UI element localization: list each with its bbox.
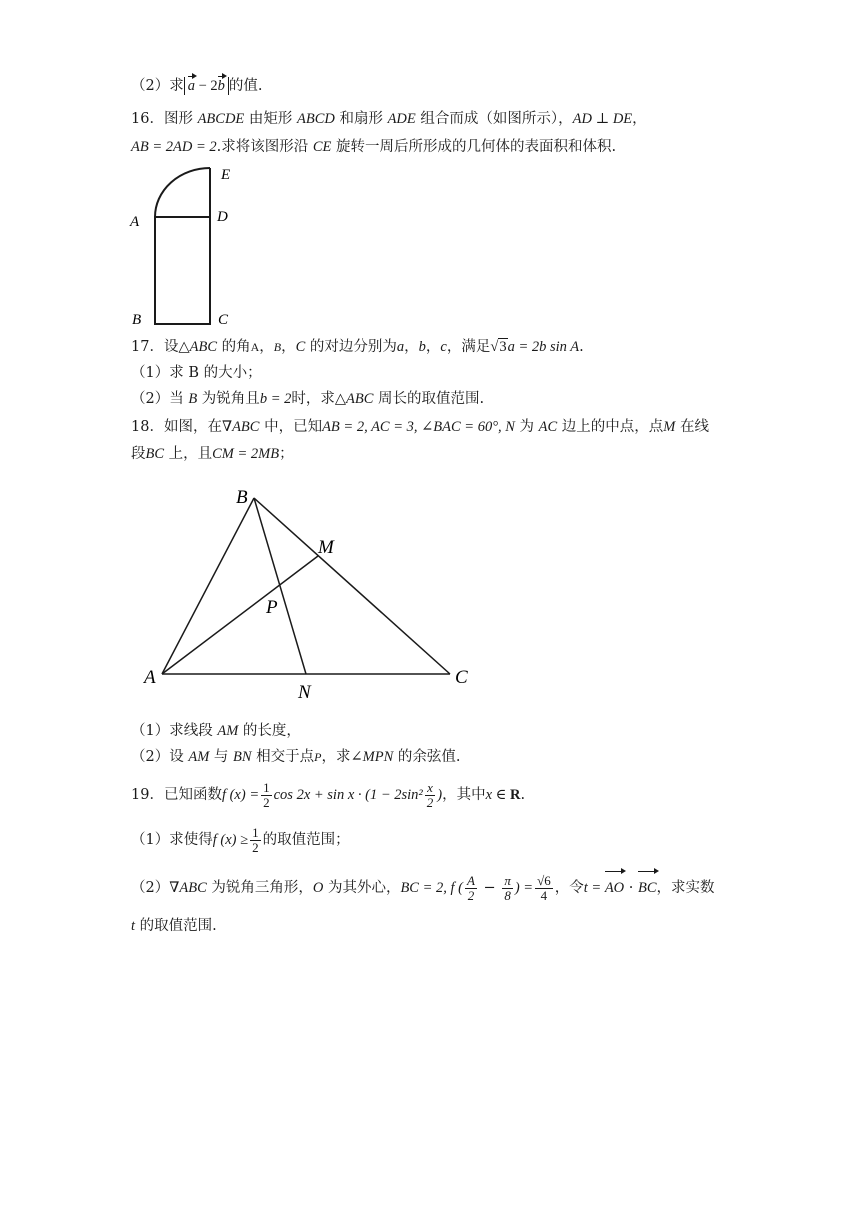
fraction-x-half: $\frac{x}{2}$	[426, 779, 434, 810]
label-d: D	[217, 209, 228, 225]
q19-part2-line2: t 的取值范围.	[131, 918, 217, 934]
label-a: A	[130, 214, 140, 230]
label-b: B	[132, 312, 142, 328]
q18-line1: 18．如图，在∇ABC 中，已知AB = 2, AC = 3, ∠BAC = 60°, N 为 AC 边上的中点，点M 在线	[131, 419, 709, 435]
label-a: A	[144, 667, 156, 688]
q16-figure	[120, 160, 250, 332]
fraction-one-half: $\frac{1}{2}$	[263, 779, 270, 810]
q16-line2: AB = 2AD = 2.求将该图形沿 CE 旋转一周后所形成的几何体的表面积和体积.	[131, 139, 617, 155]
q19-line1: 19．已知函数f (x) = $\frac{1}{2}$ cos 2x + sin x · (1 − 2sin² $\frac{x}{2}$ )，其中x ∈ R.	[131, 779, 526, 810]
q17-part2: （2）当 B 为锐角且b = 2时，求△ABC 周长的取值范围.	[131, 391, 485, 407]
label-c: C	[455, 667, 468, 688]
label-b: B	[236, 487, 248, 508]
q18-line2: 段BC 上，且CM = 2MB；	[131, 446, 294, 462]
q16-line1: 16．图形 ABCDE 由矩形 ABCD 和扇形 ADE 组合而成（如图所示），AD ⊥ DE，	[131, 111, 647, 127]
q15-magnitude: a − 2b	[184, 77, 229, 95]
fraction-sqrt6-quarter: $\frac{√6}{4}$	[537, 872, 551, 903]
segment-am	[162, 556, 318, 674]
q17-line1: 17．设△ABC 的角A，B，C 的对边分别为a，b，c，满足√3a = 2b sin A.	[131, 339, 584, 355]
q19-part2: （2）∇ABC 为锐角三角形，O 为其外心，BC = 2, f ( $\frac{A}{2}$ − $\frac{\pi}{8}$ ) = $\frac{√6}{4}$ ，令t = AO · BC，求实数	[131, 872, 715, 903]
fraction-pi-eighth: $\frac{\pi}{8}$	[504, 872, 511, 903]
q18-part1: （1）求线段 AM 的长度，	[131, 723, 301, 739]
label-m: M	[318, 537, 334, 558]
fraction-part1-half: $\frac{1}{2}$	[252, 824, 259, 855]
label-e: E	[221, 167, 231, 183]
label-c: C	[218, 312, 229, 328]
q18-figure	[135, 480, 485, 705]
label-n: N	[298, 682, 311, 703]
q17-part1: （1）求 B 的大小；	[131, 365, 262, 381]
q15-part2: （2）求 a − 2b 的值.	[131, 78, 263, 94]
label-p: P	[266, 597, 278, 618]
segment-bn	[254, 498, 306, 674]
rectangle-abcd	[155, 217, 210, 324]
segment-bc	[254, 498, 450, 674]
q18-part2: （2）设 AM 与 BN 相交于点P，求∠MPN 的余弦值.	[131, 749, 461, 765]
arc-ae	[155, 168, 210, 217]
segment-ab	[162, 498, 254, 674]
q19-part1: （1）求使得f (x) ≥ $\frac{1}{2}$ 的取值范围；	[131, 824, 350, 855]
fraction-a-half: $\frac{A}{2}$	[467, 872, 475, 903]
sqrt-3: √3	[490, 339, 507, 355]
